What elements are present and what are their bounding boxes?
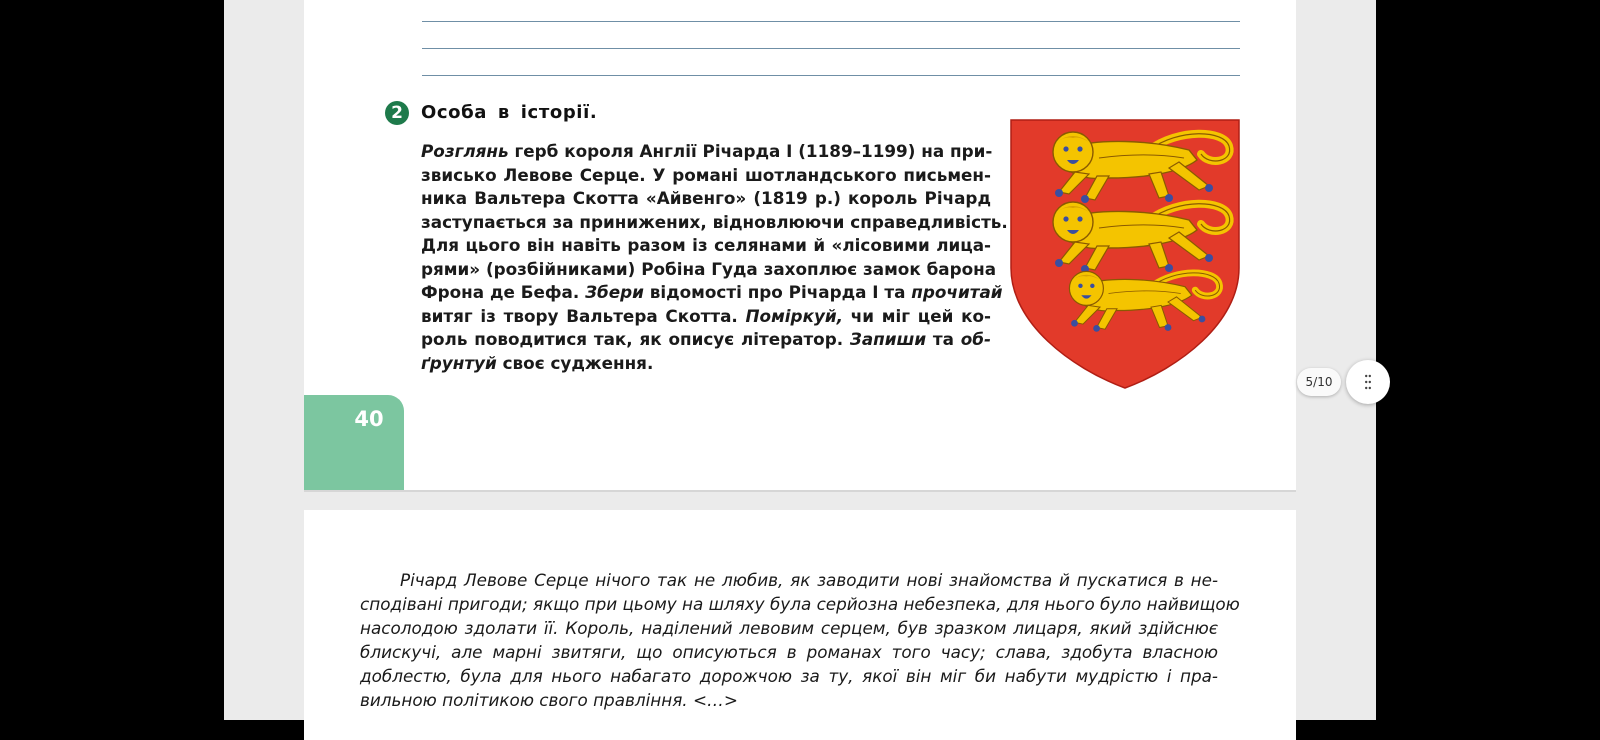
task-text-segment: ника Вальтера Скотта «Айвенго» (1819 р.) король Річард xyxy=(421,188,991,208)
excerpt-line: Річард Левове Серце нічого так не любив, як заводити нові знайомства й пускатися в не- xyxy=(400,570,1218,590)
task-text-segment: відомості про Річарда I та xyxy=(643,282,912,302)
answer-line xyxy=(422,48,1240,49)
task-text-segment: заступається за принижених, відновлюючи справедливість. xyxy=(421,211,1008,232)
page-number-tab xyxy=(304,395,404,490)
task-text-line xyxy=(421,258,997,282)
answer-line xyxy=(422,21,1240,22)
task-text-line xyxy=(421,164,991,188)
task-text-line xyxy=(421,281,1003,305)
page-number: 40 xyxy=(354,407,384,431)
coat-of-arms-image xyxy=(1009,118,1241,390)
task-text-segment: звисько Левове Серце. У романі шотландського письмен- xyxy=(421,164,991,185)
task-text-segment: герб короля Англії Річарда I (1189–1199) на при- xyxy=(508,141,993,161)
excerpt-line: блискучі, але марні звитяги, що описуються в романах того часу; слава, здобута власною xyxy=(360,642,1218,662)
excerpt-line: сподівані пригоди; якщо при цьому на шляху була серйозна небезпека, для нього було найвищою xyxy=(360,594,1240,614)
task-title: Особа в історії. xyxy=(421,102,598,123)
task-text-line xyxy=(421,187,991,211)
task-text-segment: своє судження. xyxy=(496,352,654,373)
page-separator xyxy=(304,490,1296,492)
drag-handle-button[interactable] xyxy=(1346,360,1390,404)
task-text-line xyxy=(421,234,991,258)
page-40 xyxy=(304,0,1296,490)
task-text-segment: Фрона де Бефа. xyxy=(421,282,586,302)
task-number-badge: 2 xyxy=(385,101,409,125)
answer-line xyxy=(422,75,1240,76)
task-action-word: ґрунтуй xyxy=(421,352,497,373)
task-text xyxy=(421,140,1008,375)
task-action-word: прочитай xyxy=(911,282,1003,302)
excerpt-text xyxy=(360,568,1240,712)
task-text-segment: чи міг цей ко- xyxy=(843,305,991,326)
task-text-segment: рями» (розбійниками) Робіна Гуда захоплює замок барона xyxy=(421,258,997,279)
task-text-line xyxy=(421,328,991,352)
task-action-word: Збери xyxy=(585,282,644,302)
task-text-segment: роль поводитися так, як описує літератор. xyxy=(421,329,850,349)
excerpt-line: насолодою здолати її. Король, наділений левовим серцем, був зразком лицаря, який здійснює xyxy=(360,618,1218,638)
task-text-line xyxy=(421,140,991,164)
grip-icon xyxy=(1365,374,1371,390)
task-text-line xyxy=(421,352,991,376)
task-text-segment: та xyxy=(926,329,961,349)
task-action-word: Розглянь xyxy=(421,141,509,161)
task-action-word: Поміркуй, xyxy=(745,305,844,326)
task-text-segment: витяг із твору Вальтера Скотта. xyxy=(421,305,746,326)
excerpt-line: доблестю, була для нього набагато дорожчою за ту, якої він міг би набути мудрістю і пра- xyxy=(360,666,1218,686)
task-text-segment: Для цього він навіть разом із селянами й «лісовими лица- xyxy=(421,235,991,255)
task-action-word: Запиши xyxy=(849,329,927,349)
page-41 xyxy=(304,510,1296,740)
task-text-line xyxy=(421,305,991,329)
task-text-line xyxy=(421,211,1008,235)
page-indicator[interactable]: 5/10 xyxy=(1297,368,1341,396)
task-action-word: об- xyxy=(960,329,991,349)
excerpt-line: вильною політикою свого правління. <…> xyxy=(360,690,738,710)
